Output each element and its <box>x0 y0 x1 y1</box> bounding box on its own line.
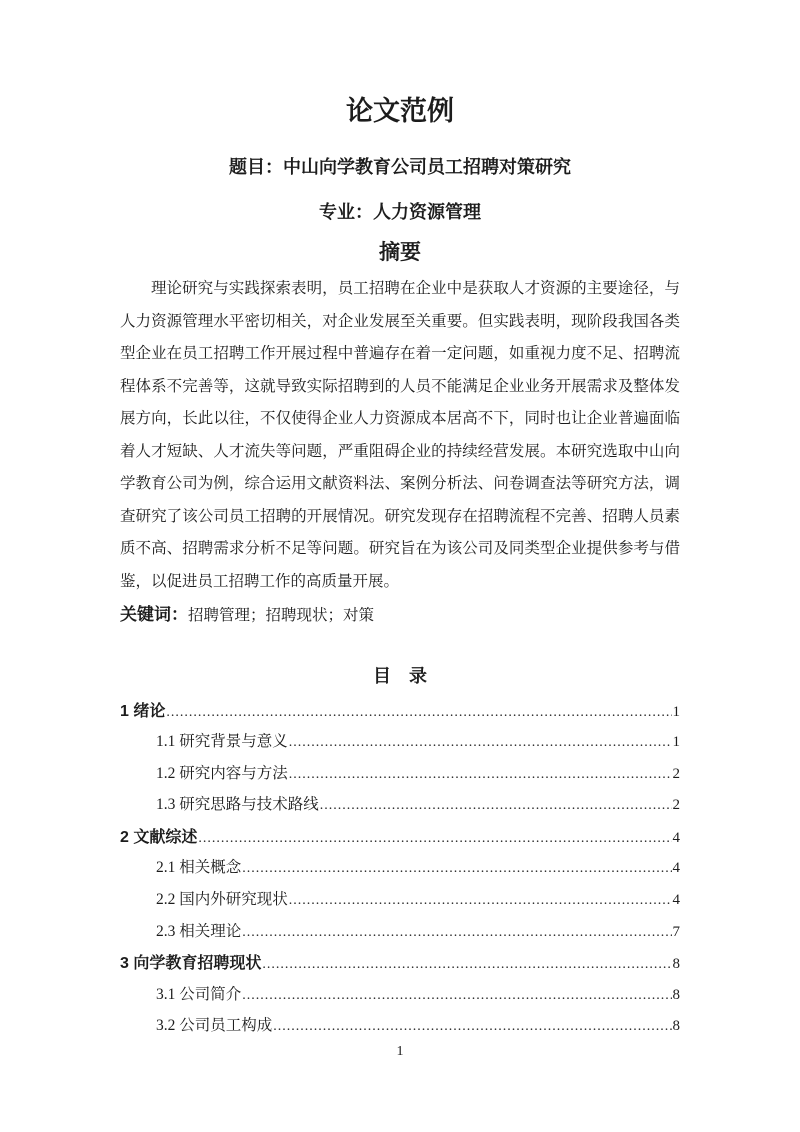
toc-entry-label: 1.2 研究内容与方法 <box>156 764 288 782</box>
toc-entry-label: 1 绪论 <box>120 702 166 720</box>
toc-entry-label: 2 文献综述 <box>120 828 198 846</box>
toc-entry <box>120 792 680 824</box>
toc-entry <box>120 950 680 982</box>
toc-dot-leader <box>198 831 671 847</box>
major-line: 专业：人力资源管理 <box>319 202 481 222</box>
toc-entry-page: 4 <box>672 829 680 846</box>
toc-entry-label: 1.1 研究背景与意义 <box>156 733 288 751</box>
toc-entry <box>120 855 680 887</box>
toc-entry <box>120 982 680 1014</box>
toc-entry <box>120 1013 680 1045</box>
keywords-label: 关键词： <box>120 605 188 624</box>
toc-entry-label: 1.3 研究思路与技术路线 <box>156 796 319 814</box>
toc-entry <box>120 824 680 856</box>
toc-dot-leader <box>166 705 671 721</box>
toc-entry <box>120 919 680 951</box>
toc-entry-page: 7 <box>672 923 680 940</box>
topic-line: 题目：中山向学教育公司员工招聘对策研究 <box>229 157 571 177</box>
toc-entry-label: 2.2 国内外研究现状 <box>156 891 288 909</box>
toc-dot-leader <box>289 893 672 909</box>
toc-entry-page: 1 <box>672 703 680 720</box>
keywords-line <box>120 599 680 633</box>
toc-entry-page: 4 <box>672 860 680 877</box>
toc-entry-page: 2 <box>672 765 680 782</box>
toc-entry-page: 8 <box>672 956 680 973</box>
toc-entry-page: 1 <box>672 734 680 751</box>
toc-heading: 目 录 <box>373 665 427 686</box>
toc-entry-label: 3.2 公司员工构成 <box>156 1017 273 1035</box>
toc-entry-page: 8 <box>672 986 680 1003</box>
abstract-body: 理论研究与实践探索表明，员工招聘在企业中是获取人才资源的主要途径，与人力资源管理水平密切相关，对企业发展至关重要。但实践表明，现阶段我国各类型企业在员工招聘工作开展过程中普遍存在着一定问题，如重视力度不足、招聘流程体系不完善等，这就导致实际招聘到的人员不能满足企业业务开展需求及整体发展方向，长此以往，不仅使得企业人力资源成本居高不下，同时也让企业普遍面临着人才短缺、人才流失等问题，严重阻碍企业的持续经营发展。本研究选取中山向学教育公司为例，综合运用文献资料法、案例分析法、问卷调查法等研究方法，调查研究了该公司员工招聘的开展情况。研究发现存在招聘流程不完善、招聘人员素质不高、招聘需求分析不足等问题。研究旨在为该公司及同类型企业提供参考与借鉴，以促进员工招聘工作的高质量开展。 <box>120 280 680 590</box>
toc-entry-page: 8 <box>672 1018 680 1035</box>
toc-entry-label: 3 向学教育招聘现状 <box>120 955 262 973</box>
toc-dot-leader <box>320 798 672 814</box>
abstract-heading: 摘要 <box>379 241 421 264</box>
toc-entry-label: 2.3 相关理论 <box>156 922 242 940</box>
toc-entry <box>120 887 680 919</box>
toc-entry <box>120 729 680 761</box>
toc-dot-leader <box>242 861 671 877</box>
keywords-text: 招聘管理；招聘现状；对策 <box>188 607 375 624</box>
toc-dot-leader <box>242 988 671 1004</box>
document-title: 论文范例 <box>346 96 454 126</box>
toc-entry-label: 2.1 相关概念 <box>156 859 242 877</box>
toc-entry-page: 2 <box>672 797 680 814</box>
toc-entry <box>120 761 680 793</box>
toc-dot-leader <box>262 957 671 973</box>
toc-entry-label: 3.1 公司简介 <box>156 985 242 1003</box>
toc-dot-leader <box>289 767 672 783</box>
toc-dot-leader <box>273 1019 671 1035</box>
page-number: 1 <box>396 1044 404 1059</box>
toc-entry <box>120 698 680 730</box>
toc-dot-leader <box>242 925 671 941</box>
toc-dot-leader <box>289 735 672 751</box>
toc-entry-page: 4 <box>672 892 680 909</box>
toc-list <box>120 698 680 1046</box>
